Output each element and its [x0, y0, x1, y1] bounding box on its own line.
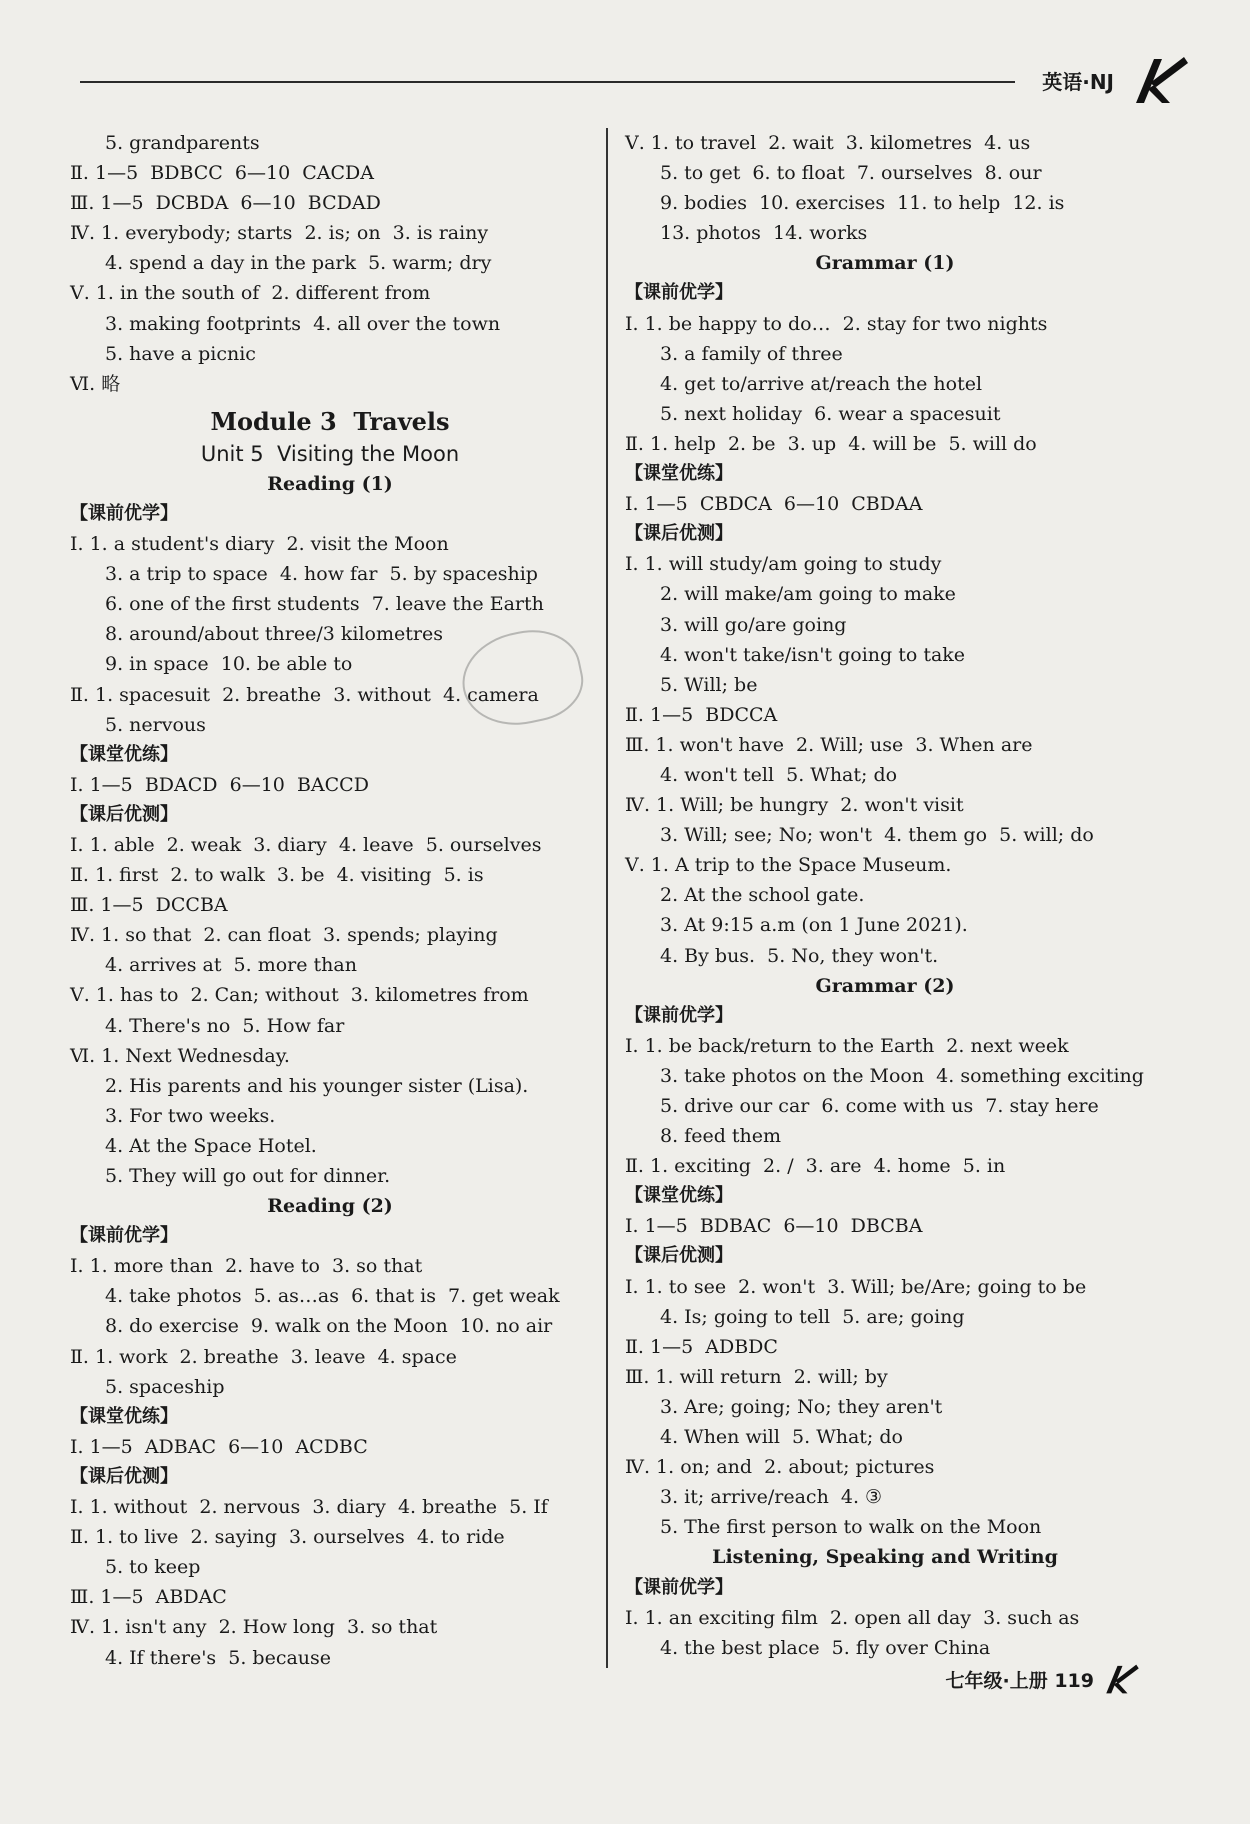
answer-line: Ⅰ. 1—5 CBDCA 6—10 CBDAA [625, 493, 923, 516]
answer-line: Ⅳ. 1. on; and 2. about; pictures [625, 1456, 935, 1479]
answer-line: 2. At the school gate. [660, 884, 865, 907]
answer-line: 5. nervous [105, 713, 206, 736]
lesson-heading: Grammar (2) [815, 974, 955, 997]
answer-line: 5. The first person to walk on the Moon [660, 1516, 1042, 1539]
column-divider [606, 128, 608, 1668]
answer-line: Ⅱ. 1—5 BDCCA [625, 703, 778, 726]
answer-line: Ⅲ. 1—5 DCCBA [70, 894, 228, 917]
answer-line: 4. At the Space Hotel. [105, 1134, 317, 1157]
answer-line: 4. arrives at 5. more than [105, 954, 357, 977]
answer-line: Ⅱ. 1—5 BDBCC 6—10 CACDA [70, 162, 375, 185]
answer-line: 3. it; arrive/reach 4. ③ [660, 1486, 883, 1509]
answer-line: Ⅰ. 1. an exciting film 2. open all day 3. such as [625, 1606, 1080, 1629]
answer-line: Ⅰ. 1. able 2. weak 3. diary 4. leave 5. ourselves [70, 833, 542, 856]
answer-line: Ⅴ. 1. A trip to the Space Museum. [625, 854, 952, 877]
answer-line: 4. When will 5. What; do [660, 1426, 903, 1449]
answer-line: 8. do exercise 9. walk on the Moon 10. no air [105, 1315, 553, 1338]
answer-line: 13. photos 14. works [660, 222, 868, 245]
answer-line: 3. a trip to space 4. how far 5. by spaceship [105, 563, 538, 586]
header-rule [80, 81, 1015, 83]
answer-line: 5. to get 6. to float 7. ourselves 8. our [660, 162, 1042, 185]
section-heading: 【课堂优练】 [70, 743, 178, 765]
section-heading: 【课前优学】 [625, 1576, 733, 1598]
answer-line: Ⅳ. 1. Will; be hungry 2. won't visit [625, 794, 964, 817]
lesson-heading: Listening, Speaking and Writing [712, 1546, 1058, 1569]
answer-line: 4. the best place 5. fly over China [660, 1636, 991, 1659]
answer-line: 4. get to/arrive at/reach the hotel [660, 372, 983, 395]
section-heading: 【课前优学】 [625, 1004, 733, 1026]
answer-line: Ⅰ. 1. be back/return to the Earth 2. next week [625, 1034, 1069, 1057]
answer-line: 4. take photos 5. as…as 6. that is 7. get weak [105, 1285, 560, 1308]
answer-line: 8. feed them [660, 1125, 782, 1148]
answer-line: Ⅲ. 1—5 ABDAC [70, 1586, 227, 1609]
answer-line: 6. one of the first students 7. leave the Earth [105, 593, 544, 616]
answer-line: 5. to keep [105, 1556, 201, 1579]
section-heading: 【课前优学】 [70, 1225, 178, 1247]
answer-line: Ⅰ. 1. more than 2. have to 3. so that [70, 1255, 423, 1278]
subject-label: 英语·NJ [1042, 69, 1114, 94]
answer-line: Ⅰ. 1—5 BDBAC 6—10 DBCBA [625, 1215, 923, 1238]
lesson-heading: Reading (1) [267, 472, 393, 495]
module-title: Module 3 Travels [210, 406, 450, 436]
answer-line: 5. drive our car 6. come with us 7. stay here [660, 1095, 1099, 1117]
answer-line: Ⅱ. 1. help 2. be 3. up 4. will be 5. will do [625, 432, 1037, 455]
answer-line: 2. His parents and his younger sister (Lisa). [105, 1074, 529, 1097]
page-number: 七年级·上册 119 [945, 1669, 1094, 1692]
answer-line: 4. If there's 5. because [105, 1646, 332, 1669]
answer-line: Ⅲ. 1. won't have 2. Will; use 3. When are [625, 733, 1033, 756]
answer-line: 4. Is; going to tell 5. are; going [660, 1305, 965, 1328]
answer-line: 3. making footprints 4. all over the town [105, 312, 501, 335]
answer-line: Ⅱ. 1. spacesuit 2. breathe 3. without 4. camera [70, 683, 539, 706]
section-heading: 【课堂优练】 [625, 463, 733, 485]
answer-line: Ⅱ. 1. exciting 2. / 3. are 4. home 5. in [625, 1155, 1006, 1178]
answer-line: 9. bodies 10. exercises 11. to help 12. is [660, 192, 1065, 215]
answer-line: Ⅱ. 1. to live 2. saying 3. ourselves 4. to ride [70, 1526, 505, 1549]
answer-line: Ⅰ. 1. will study/am going to study [625, 553, 942, 576]
section-heading: 【课后优测】 [625, 1245, 733, 1267]
answer-line: 3. a family of three [660, 342, 843, 365]
answer-line: 3. Are; going; No; they aren't [660, 1395, 943, 1418]
answer-line: 9. in space 10. be able to [105, 653, 353, 676]
answer-line: 4. There's no 5. How far [105, 1014, 345, 1037]
answer-line: Ⅵ. 1. Next Wednesday. [70, 1044, 290, 1067]
answer-line: 4. By bus. 5. No, they won't. [660, 944, 939, 967]
page-header [80, 55, 1190, 105]
answer-line: Ⅳ. 1. isn't any 2. How long 3. so that [70, 1616, 438, 1639]
unit-title: Unit 5 Visiting the Moon [200, 441, 460, 466]
page-footer [946, 1663, 1141, 1695]
answer-line: Ⅰ. 1—5 BDACD 6—10 BACCD [70, 773, 369, 796]
answer-line: 3. At 9:15 a.m (on 1 June 2021). [660, 914, 968, 937]
answer-line: Ⅴ. 1. has to 2. Can; without 3. kilometres from [70, 984, 529, 1007]
answer-line: 5. spaceship [105, 1375, 225, 1398]
left-column [70, 128, 590, 1673]
answer-line: 5. have a picnic [105, 342, 256, 365]
answer-line: Ⅵ. 略 [70, 372, 121, 395]
answer-line: 2. will make/am going to make [660, 583, 956, 606]
section-heading: 【课后优测】 [70, 803, 178, 825]
answer-line: 3. will go/are going [660, 613, 847, 636]
answer-line: 8. around/about three/3 kilometres [105, 623, 443, 646]
answer-line: Ⅰ. 1—5 ADBAC 6—10 ACDBC [70, 1435, 368, 1458]
section-heading: 【课后优测】 [70, 1465, 178, 1487]
answer-line: Ⅰ. 1. to see 2. won't 3. Will; be/Are; going to be [625, 1275, 1087, 1298]
answer-line: 3. take photos on the Moon 4. something exciting [660, 1064, 1144, 1087]
lesson-heading: Reading (2) [267, 1195, 393, 1218]
answer-line: Ⅴ. 1. to travel 2. wait 3. kilometres 4. us [625, 132, 1031, 154]
lesson-heading: Grammar (1) [815, 252, 955, 275]
k-logo-icon [1100, 1663, 1140, 1695]
answer-line: Ⅳ. 1. so that 2. can float 3. spends; playing [70, 924, 498, 947]
answer-line: Ⅱ. 1—5 ADBDC [625, 1335, 778, 1358]
answer-line: Ⅲ. 1. will return 2. will; by [625, 1365, 888, 1388]
section-heading: 【课后优测】 [625, 523, 733, 545]
answer-line: Ⅰ. 1. a student's diary 2. visit the Moon [70, 533, 449, 556]
answer-line: 4. won't tell 5. What; do [660, 763, 898, 786]
answer-line: 3. For two weeks. [105, 1104, 276, 1127]
answer-line: Ⅲ. 1—5 DCBDA 6—10 BCDAD [70, 192, 381, 215]
answer-line: Ⅳ. 1. everybody; starts 2. is; on 3. is rainy [70, 222, 489, 245]
section-heading: 【课前优学】 [625, 282, 733, 304]
answer-line: 4. spend a day in the park 5. warm; dry [105, 252, 492, 275]
answer-line: Ⅰ. 1. without 2. nervous 3. diary 4. breathe 5. If [70, 1496, 548, 1519]
section-heading: 【课堂优练】 [625, 1185, 733, 1207]
answer-line: 5. Will; be [660, 673, 758, 696]
answer-line: 3. Will; see; No; won't 4. them go 5. will; do [660, 824, 1094, 847]
section-heading: 【课前优学】 [70, 502, 178, 524]
k-logo-icon [1126, 55, 1190, 105]
answer-line: 5. next holiday 6. wear a spacesuit [660, 402, 1001, 425]
answer-line: 4. won't take/isn't going to take [660, 643, 966, 666]
right-column [625, 128, 1145, 1663]
answer-line: Ⅱ. 1. first 2. to walk 3. be 4. visiting 5. is [70, 864, 484, 887]
section-heading: 【课堂优练】 [70, 1405, 178, 1427]
answer-line: Ⅰ. 1. be happy to do… 2. stay for two nights [625, 312, 1048, 335]
answer-line: 5. They will go out for dinner. [105, 1165, 391, 1187]
answer-line: Ⅴ. 1. in the south of 2. different from [70, 282, 431, 305]
answer-line: 5. grandparents [105, 132, 260, 154]
answer-line: Ⅱ. 1. work 2. breathe 3. leave 4. space [70, 1345, 457, 1368]
